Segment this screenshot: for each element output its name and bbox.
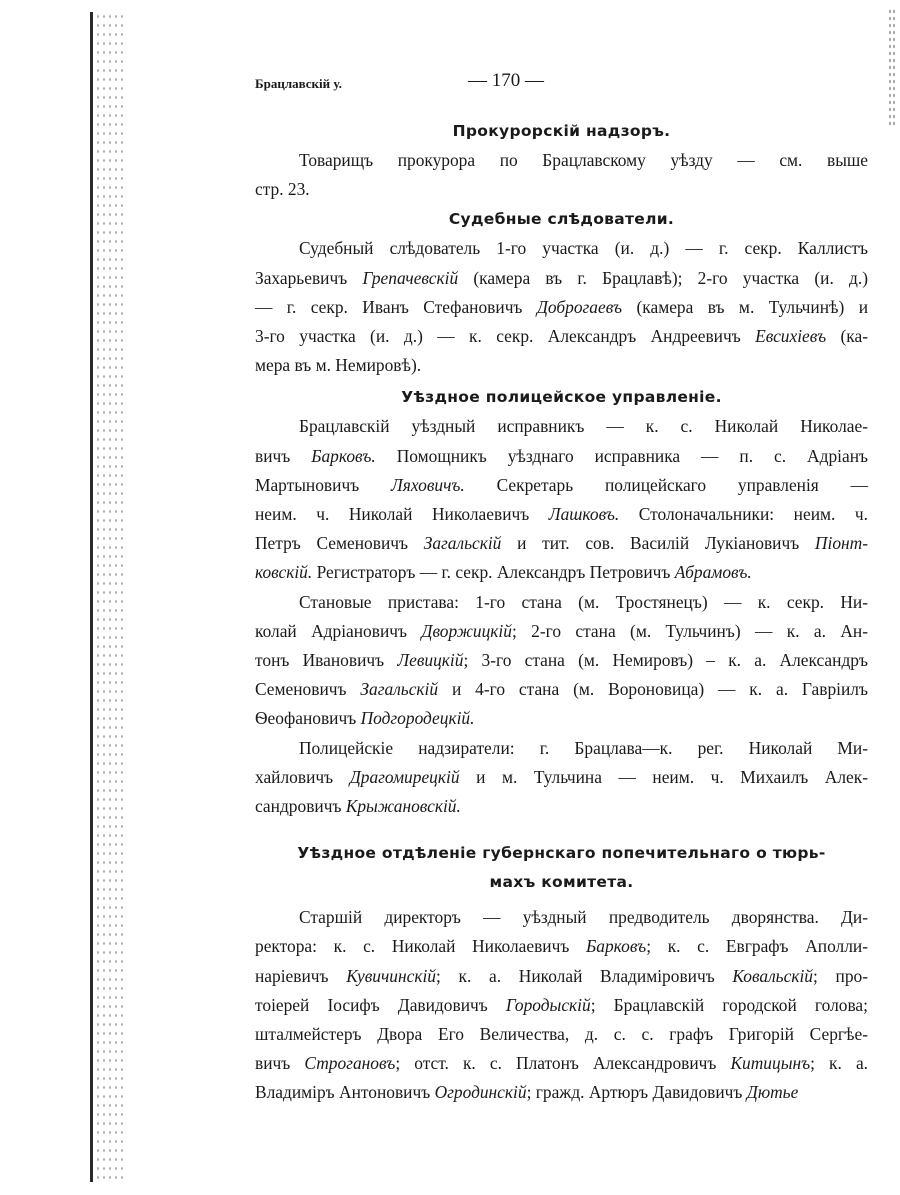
text-line [255,529,868,558]
text-run: и 4-го стана (м. Вороновица) — к. а. Гавріилъ [438,679,868,700]
text-run: ; к. а. [810,1053,869,1074]
text-run: ; отст. к. с. Платонъ Александровичъ [395,1053,731,1074]
text-run: (камера въ г. Брацлавѣ); 2-го участка (и. д.) [458,267,868,288]
text-run: тонъ Ивановичъ [255,650,398,671]
surname-italic: Левицкій [397,650,464,671]
text-run: Секретарь полицейскаго управленія — [464,474,869,495]
text-line [255,442,868,471]
text-run: вичъ [255,445,312,466]
text-run: (камера въ м. Тульчинѣ) и [622,296,868,317]
text-line [255,646,868,675]
text-run: ; гражд. Артюръ Давидовичъ [526,1082,747,1103]
page-number: — 170 — [468,70,544,91]
text-line [255,763,868,792]
surname-italic: Дворжицкій [421,620,512,641]
section-heading: Уѣздное отдѣленіе губернскаго попечительнаго о тюрь- махъ комитета. [297,844,826,892]
text-run: Старшій директоръ — уѣздный предводитель дворянства. Ди- [299,907,868,928]
surname-italic: Піонт- [814,533,868,554]
text-line [255,704,868,733]
text-line [255,734,868,763]
text-line [255,588,868,617]
running-head [255,70,868,100]
text-line [255,558,868,587]
text-line [255,1020,868,1049]
text-run: ; к. с. Евграфъ Аполли- [646,936,869,957]
text-line [255,932,868,961]
text-run: и тит. сов. Василій Лукіановичъ [501,533,815,554]
text-run: Становые пристава: 1-го стана (м. Тростянецъ) — к. секр. Ни- [299,591,868,612]
text-run: стр. 23. [255,179,310,200]
text-run: (ка- [826,326,868,347]
surname-italic: Огродинскій [434,1082,527,1103]
text-line [255,412,868,441]
section-heading: Судебные слѣдователи. [448,210,675,229]
surname-italic: Ляховичъ. [391,474,465,495]
text-run: вичъ [255,1053,305,1074]
surname-italic: ковскій. [255,562,313,583]
scan-binding-edge [90,12,93,1182]
text-run: сандровичъ [255,796,346,817]
paragraph [255,903,868,1107]
text-run: наріевичъ [255,965,347,986]
paragraph [255,588,868,734]
surname-italic: Подгородецкій. [360,708,475,729]
text-run: шталмейстеръ Двора Его Величества, д. с. с. графъ Григорій Сергѣе- [255,1024,868,1045]
text-run: — г. секр. Иванъ Стефановичъ [255,296,537,317]
text-run: Полицейскіе надзиратели: г. Брацлава—к. рег. Николай Ми- [299,737,868,758]
text-run: хайловичъ [255,766,350,787]
text-run: и м. Тульчина — неим. ч. Михаилъ Алек- [459,766,868,787]
text-run: мера въ м. Немировѣ). [255,355,422,376]
surname-italic: Крыжановскій. [345,796,461,817]
text-line [255,1049,868,1078]
text-line [255,264,868,293]
surname-italic: Кувичинскій [346,965,436,986]
surname-italic: Городыскій [505,994,591,1015]
surname-italic: Грепачевскій [362,267,459,288]
paragraph [255,146,868,204]
surname-italic: Барковъ. [311,445,376,466]
text-run: ; про- [812,965,868,986]
text-run: Товарищъ прокурора по Брацлавскому уѣзду — см. выше [299,150,868,170]
text-run: Брацлавскій уѣздный исправникъ — к. с. Николай Николае- [299,416,868,437]
text-run: 3-го участка (и. д.) — к. секр. Александръ Андреевичъ [255,326,756,347]
text-line [255,293,868,322]
text-run: Ѳеофановичъ [255,708,361,729]
text-run: Столоначальники: неим. ч. [619,504,868,525]
text-line [255,175,868,204]
text-run: Владиміръ Антоновичъ [255,1082,435,1103]
page-content [255,122,868,1108]
text-line [255,322,868,351]
text-run: Судебный слѣдователь 1-го участка (и. д.) — г. секр. Каллистъ [299,238,868,259]
text-run: Мартыновичъ [255,474,392,495]
text-run: ; Брацлавскій городской голова; [590,994,868,1015]
text-run: Регистраторъ — г. секр. Александръ Петровичъ [312,562,675,583]
surname-italic: Евсихіевъ [755,326,827,347]
paragraph [255,234,868,380]
text-run: Захарьевичъ [255,267,363,288]
surname-italic: Драгомирецкій [349,766,460,787]
text-run: ; 2-го стана (м. Тульчинъ) — к. а. Ан- [511,620,868,641]
surname-italic: Строгановъ [304,1053,396,1074]
text-run: колай Адріановичъ [255,620,422,641]
surname-italic: Доброгаевъ [536,296,623,317]
section-heading: Уѣздное полицейское управленіе. [401,388,722,407]
surname-italic: Ковальскій [732,965,813,986]
scan-right-edge-noise [888,8,896,128]
text-line [255,146,868,175]
text-run: ректора: к. с. Николай Николаевичъ [255,936,587,957]
running-head-district: Брацлавскій у. [255,76,342,91]
text-run: тоіерей Іосифъ Давидовичъ [255,994,506,1015]
surname-italic: Китицынъ [730,1053,811,1074]
document-page [255,70,868,1108]
text-run: Помощникъ уѣзднаго исправника — п. с. Адріанъ [375,445,868,466]
surname-italic: Абрамовъ. [674,562,752,583]
paragraph [255,734,868,822]
text-line [255,962,868,991]
text-line [255,903,868,932]
section-heading: Прокурорскій надзоръ. [452,122,671,140]
text-run: Петръ Семеновичъ [255,533,424,554]
text-line [255,500,868,529]
scan-margin-noise [95,12,125,1182]
paragraph [255,412,868,587]
text-line [255,351,868,380]
surname-italic: Дютье [746,1082,799,1103]
text-run: ; к. а. Николай Владиміровичъ [436,965,733,986]
text-line [255,991,868,1020]
text-run: Семеновичъ [255,679,361,700]
surname-italic: Лашковъ. [548,504,620,525]
text-run: неим. ч. Николай Николаевичъ [255,504,549,525]
text-line [255,792,868,821]
text-line [255,1078,868,1107]
surname-italic: Загальскій [360,679,439,700]
text-line [255,234,868,263]
text-line [255,471,868,500]
text-line [255,675,868,704]
surname-italic: Барковъ [586,936,647,957]
surname-italic: Загальскій [423,533,502,554]
text-run: ; 3-го стана (м. Немировъ) – к. а. Александръ [463,650,868,671]
text-line [255,617,868,646]
